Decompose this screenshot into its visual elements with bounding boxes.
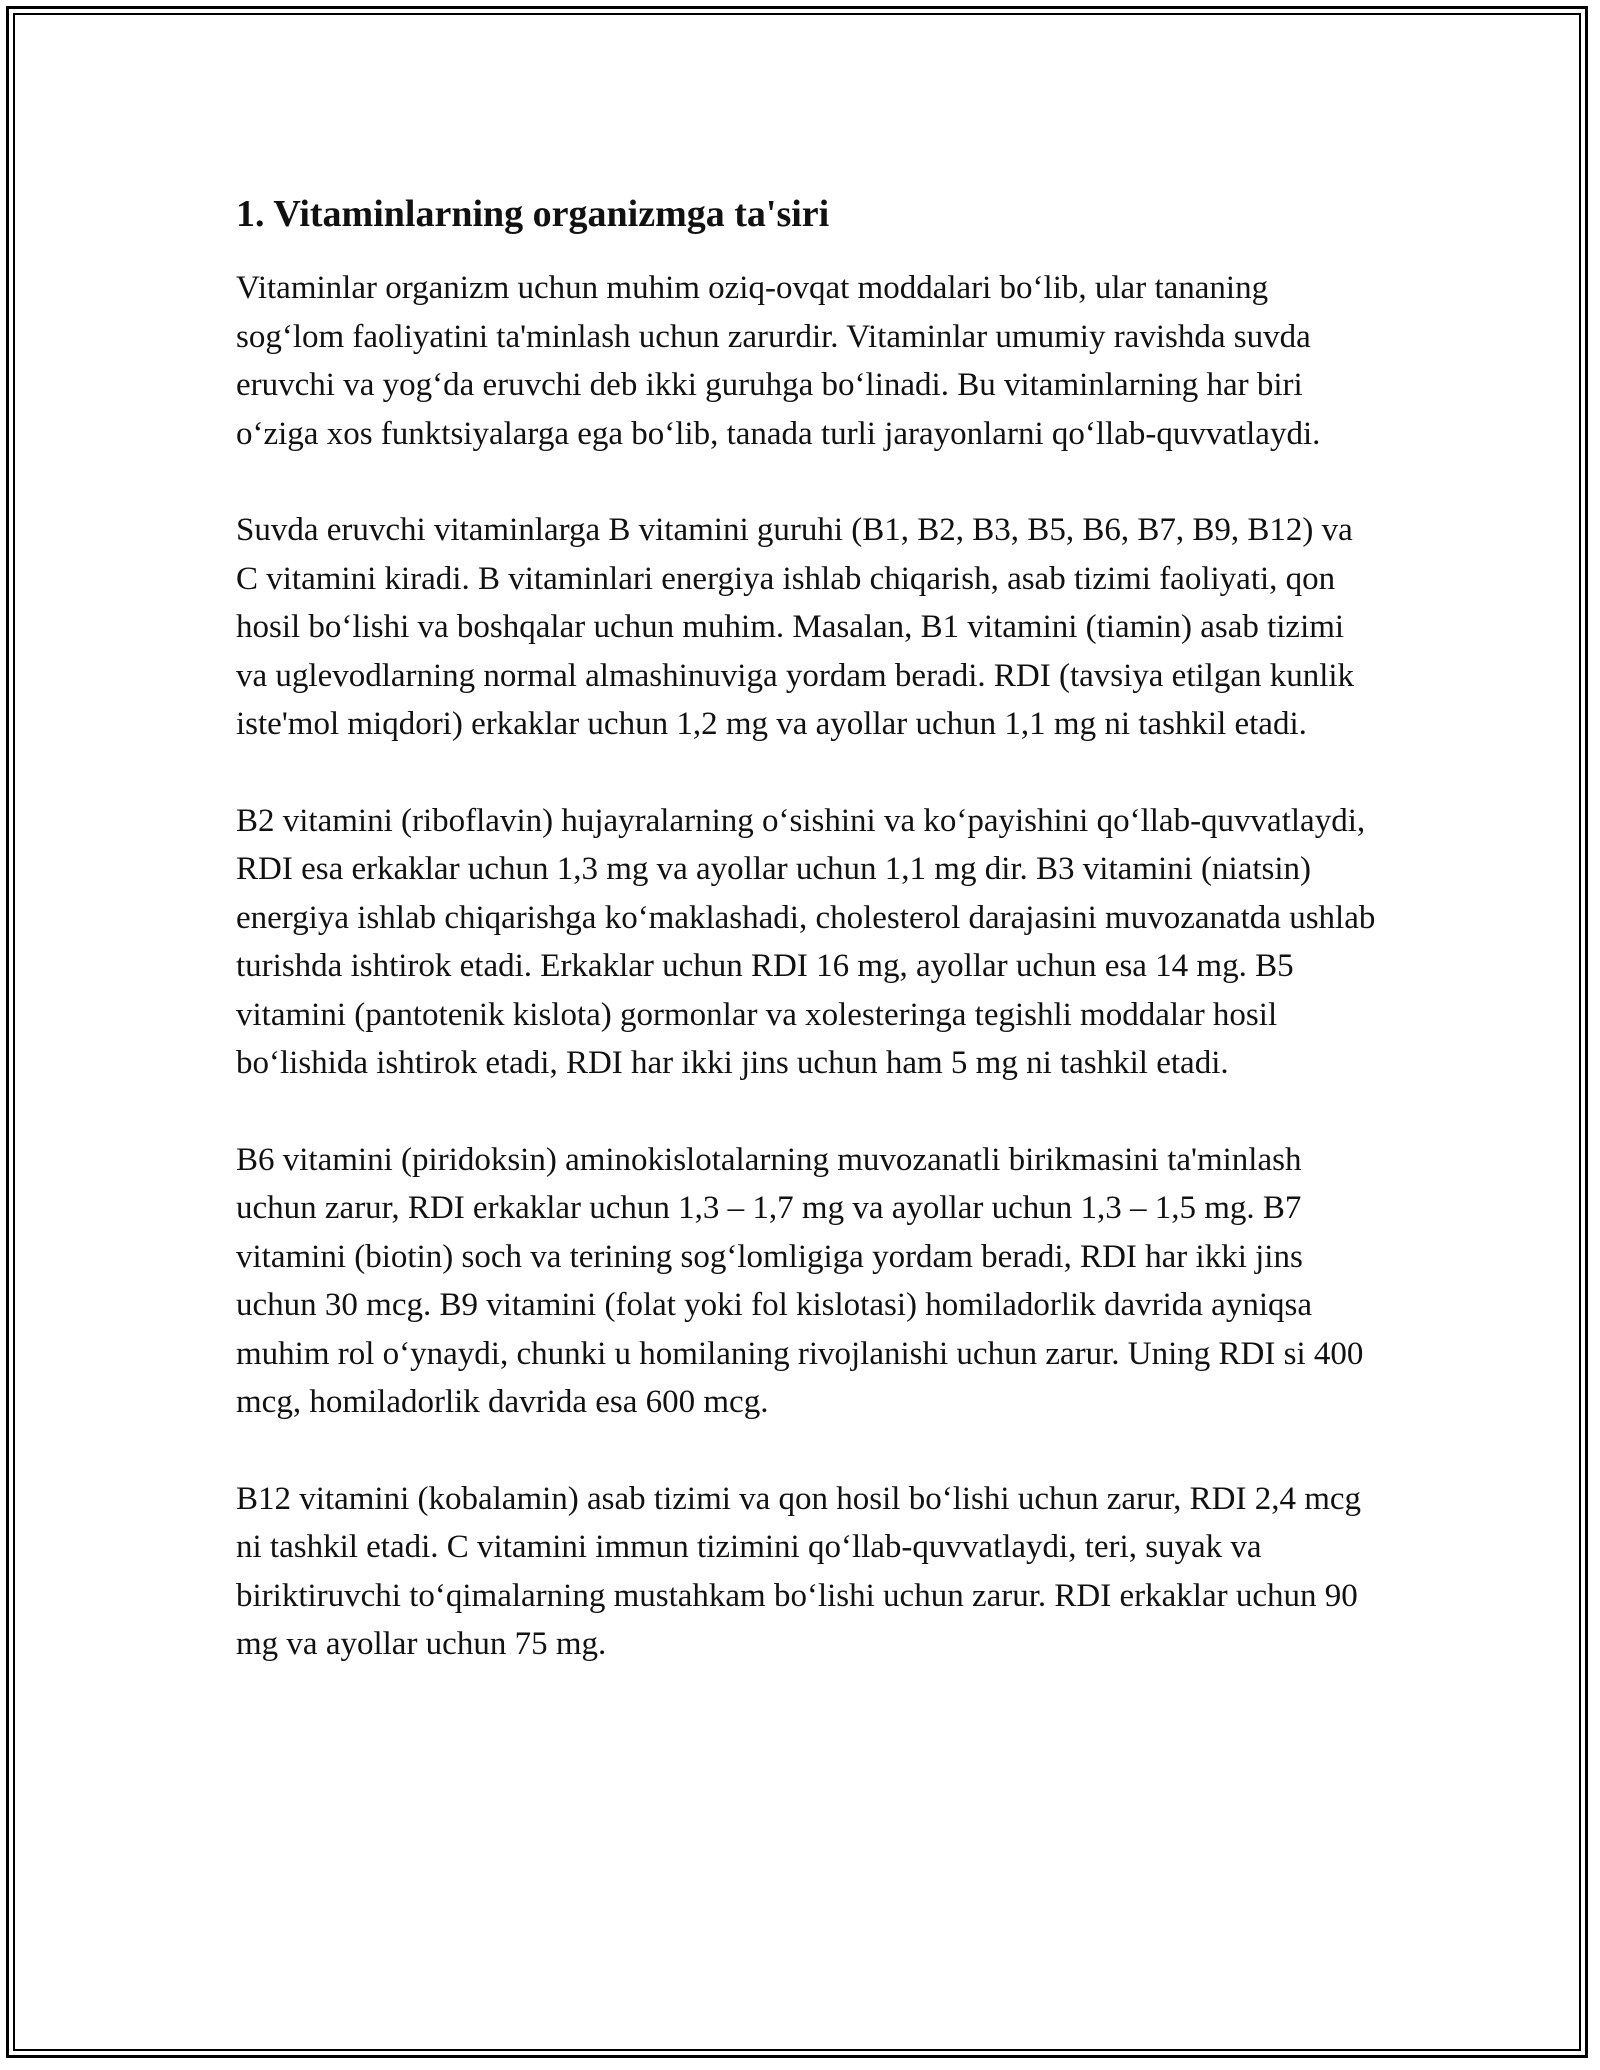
paragraph-b12-c: B12 vitamini (kobalamin) asab tizimi va qon hosil bo‘lishi uchun zarur, RDI 2,4 mcg ni tashkil etadi. C vitamini immun tizimini qo‘llab-quvvatlaydi, teri, suyak va biriktiruvchi to‘qimalarning mustahkam bo‘lishi uchun zarur. RDI erkaklar uchun 90 mg va ayollar uchun 75 mg. [236, 1480, 1362, 1662]
paragraph-b2-b3-b5: B2 vitamini (riboflavin) hujayralarning o‘sishini va ko‘payishini qo‘llab-quvvatlaydi, RDI esa erkaklar uchun 1,3 mg va ayollar uchun 1,1 mg dir. B3 vitamini (niatsin) energiya ishlab chiqarishga ko‘maklashadi, cholesterol darajasini muvozanatda ushlab turishda ishtirok etadi. Erkaklar uchun RDI 16 mg, ayollar uchun esa 14 mg. B5 vitamini (pantotenik kislota) gormonlar va xolesteringa tegishli moddalar hosil bo‘lishida ishtirok etadi, RDI har ikki jins uchun ham 5 mg ni tashkil etadi. [236, 802, 1376, 1081]
paragraph-b6-b7-b9: B6 vitamini (piridoksin) aminokislotalarning muvozanatli birikmasini ta'minlash uchun zarur, RDI erkaklar uchun 1,3 – 1,7 mg va ayollar uchun 1,3 – 1,5 mg. B7 vitamini (biotin) soch va terining sog‘lomligiga yordam beradi, RDI har ikki jins uchun 30 mcg. B9 vitamini (folat yoki fol kislotasi) homiladorlik davrida ayniqsa muhim rol o‘ynaydi, chunki u homilaning rivojlanishi uchun zarur. Uning RDI si 400 mcg, homiladorlik davrida esa 600 mcg. [236, 1141, 1364, 1420]
document-body [236, 186, 1376, 1717]
paragraph-intro: Vitaminlar organizm uchun muhim oziq-ovqat moddalari bo‘lib, ular tananing sog‘lom faoliyatini ta'minlash uchun zarurdir. Vitaminlar umumiy ravishda suvda eruvchi va yog‘da eruvchi deb ikki guruhga bo‘linadi. Bu vitaminlarning har biri o‘ziga xos funktsiyalarga ega bo‘lib, tanada turli jarayonlarni qo‘llab-quvvatlaydi. [236, 270, 1321, 452]
paragraph-water-soluble: Suvda eruvchi vitaminlarga B vitamini guruhi (B1, B2, B3, B5, B6, B7, B9, B12) va C vitamini kiradi. B vitaminlari energiya ishlab chiqarish, asab tizimi faoliyati, qon hosil bo‘lishi va boshqalar uchun muhim. Masalan, B1 vitamini (tiamin) asab tizimi va uglevodlarning normal almashinuviga yordam beradi. RDI (tavsiya etilgan kunlik iste'mol miqdori) erkaklar uchun 1,2 mg va ayollar uchun 1,1 mg ni tashkil etadi. [236, 512, 1355, 742]
section-heading: 1. Vitaminlarning organizmga ta'siri [236, 193, 830, 235]
